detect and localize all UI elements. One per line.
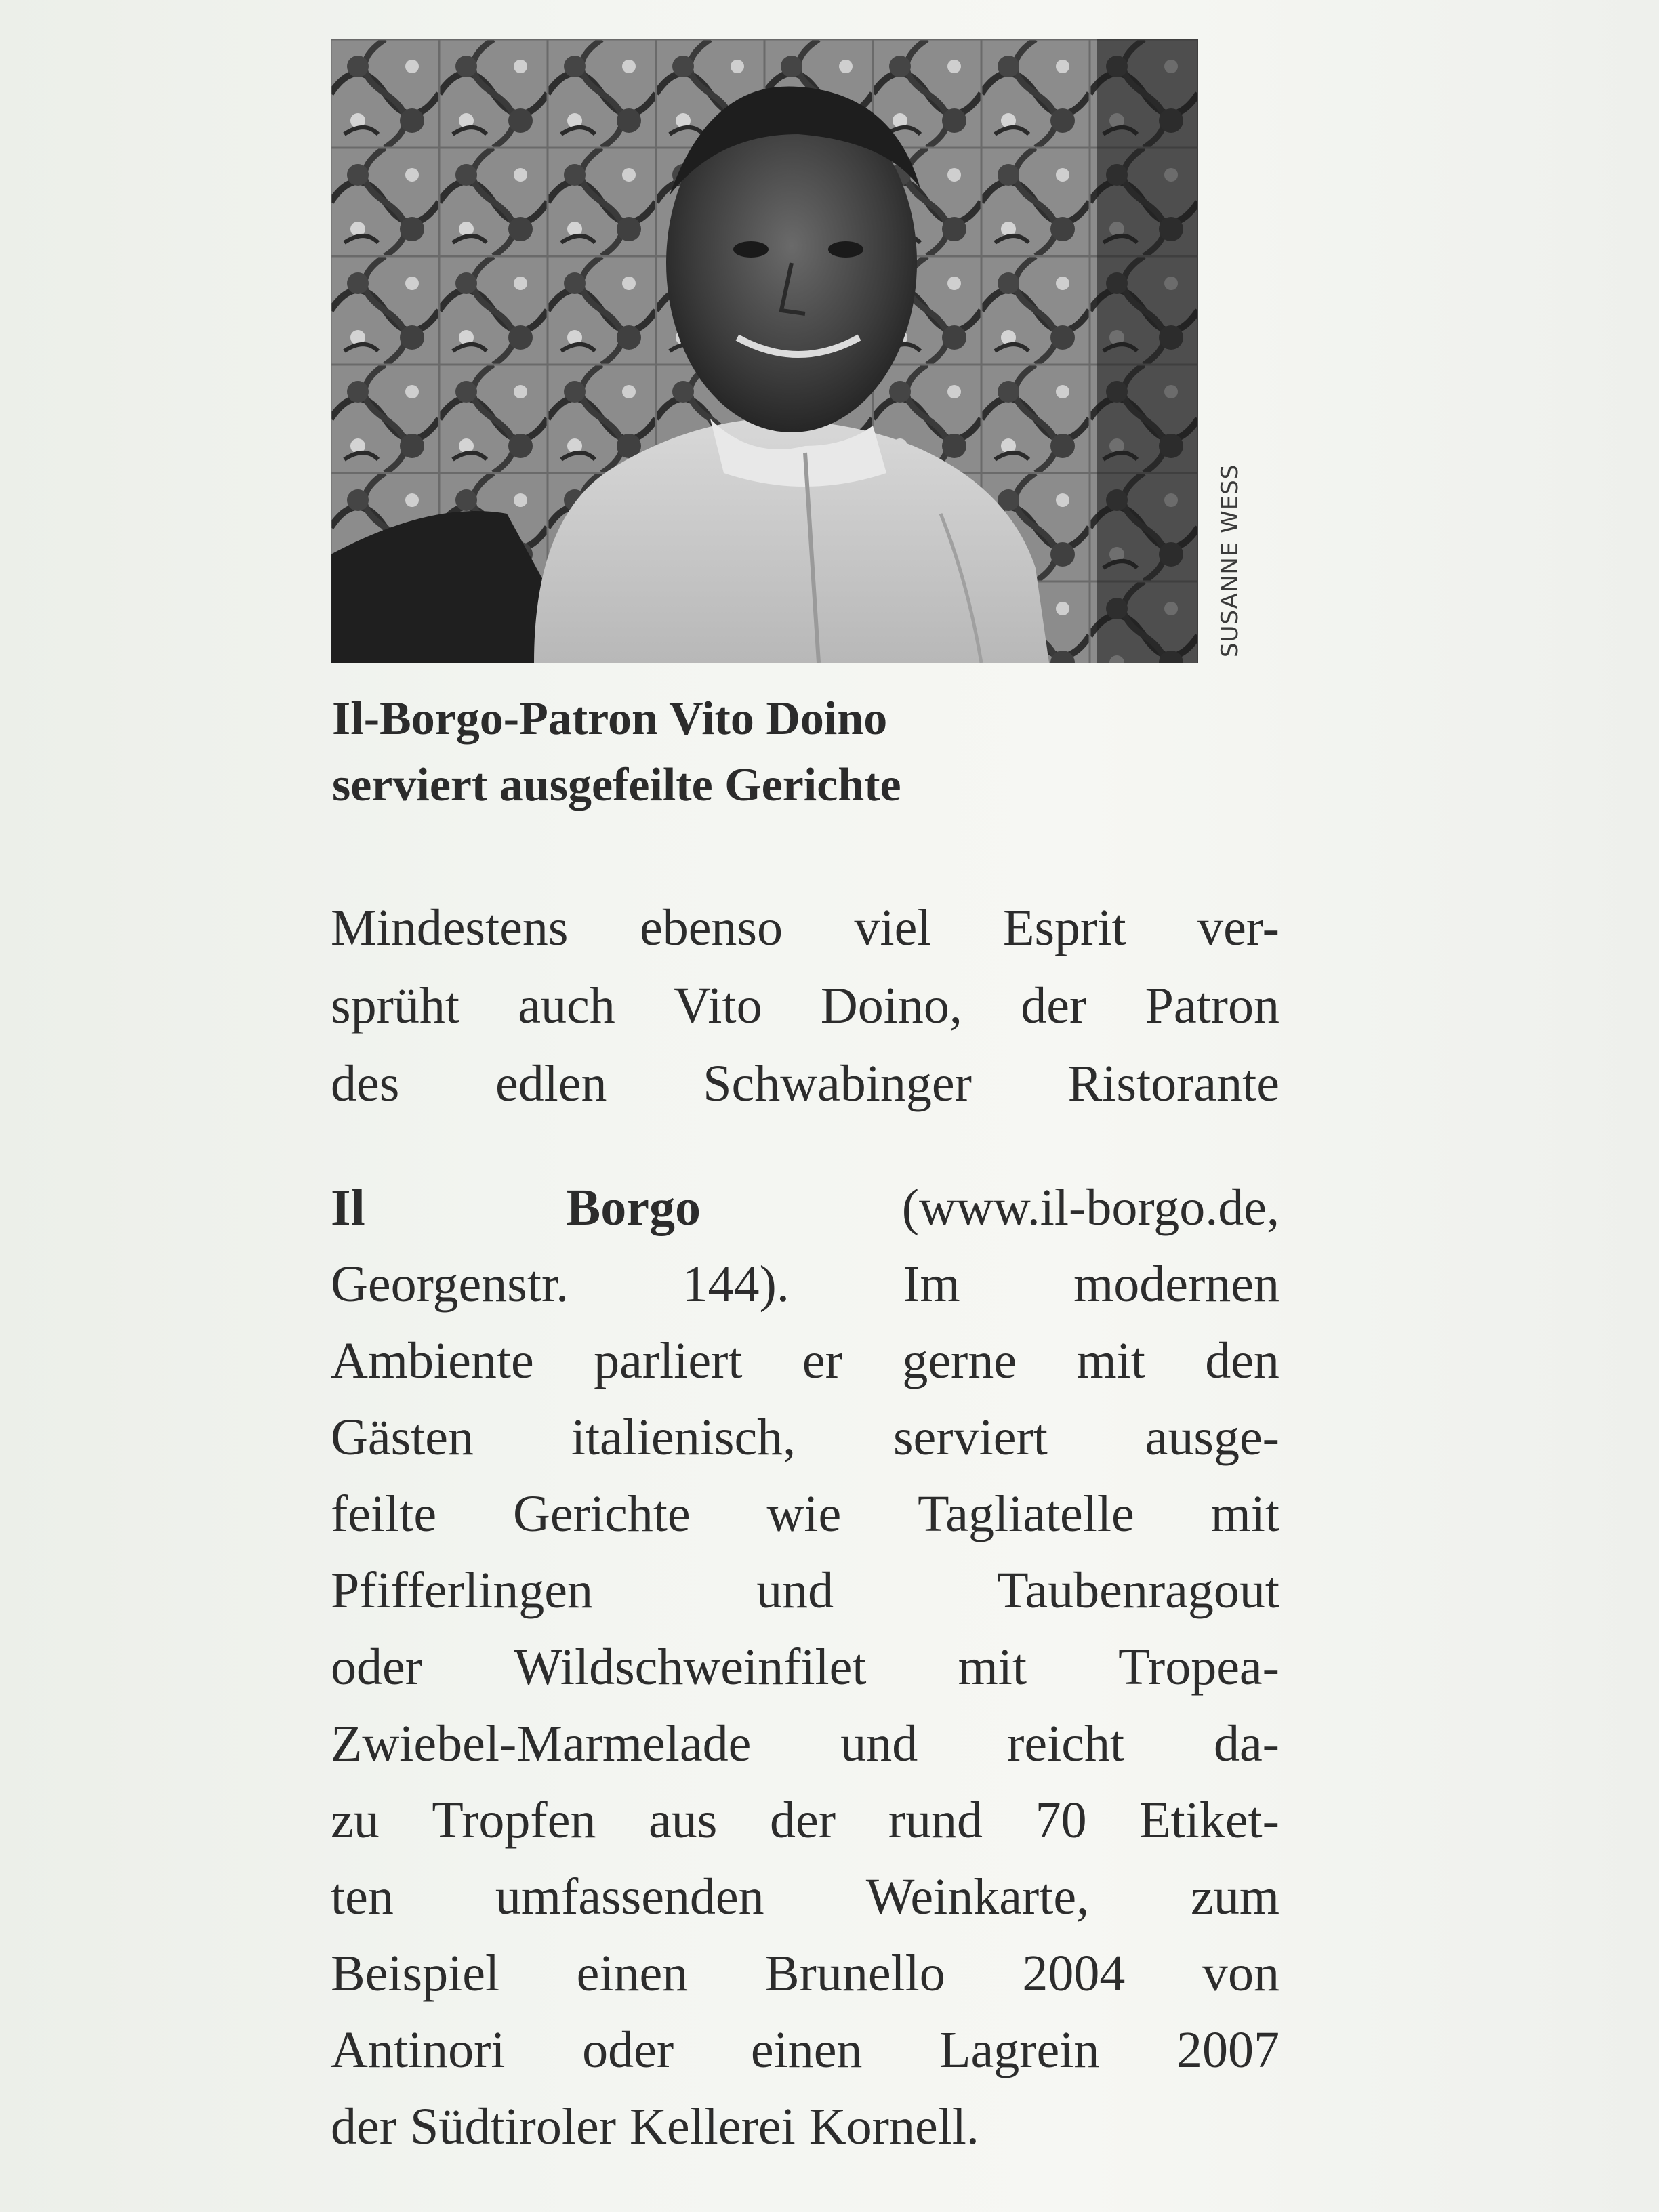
word: Vito bbox=[674, 977, 762, 1034]
word: Schwabinger bbox=[703, 1055, 972, 1112]
word: Im bbox=[903, 1256, 960, 1313]
word: Pfifferlingen bbox=[331, 1562, 593, 1619]
word: da- bbox=[1213, 1715, 1279, 1772]
word: des bbox=[331, 1055, 400, 1112]
word: von bbox=[1202, 1945, 1279, 2002]
word: auch bbox=[518, 977, 615, 1034]
word: der bbox=[331, 2098, 397, 2155]
word: italienisch, bbox=[571, 1409, 796, 1466]
word: Kornell. bbox=[808, 2098, 979, 2155]
word: Tropfen bbox=[432, 1792, 596, 1849]
text-line bbox=[331, 1706, 1279, 1782]
word: zum bbox=[1191, 1868, 1279, 1925]
word: (www.il-borgo.de, bbox=[901, 1179, 1279, 1236]
word: ten bbox=[331, 1868, 394, 1925]
text-line bbox=[331, 1476, 1279, 1553]
word: einen bbox=[750, 2022, 863, 2078]
word: Gerichte bbox=[513, 1486, 691, 1542]
word: parliert bbox=[594, 1332, 743, 1389]
word: Weinkarte, bbox=[865, 1868, 1090, 1925]
word: edlen bbox=[495, 1055, 607, 1112]
word: Zwiebel-Marmelade bbox=[331, 1715, 752, 1772]
word: Borgo bbox=[566, 1179, 701, 1236]
chef-photo bbox=[331, 39, 1198, 663]
word: oder bbox=[582, 2022, 674, 2078]
caption-line: serviert ausgefeilte Gerichte bbox=[332, 759, 901, 811]
word: zu bbox=[331, 1792, 380, 1849]
word: und bbox=[840, 1715, 918, 1772]
word: Mindestens bbox=[331, 899, 569, 956]
word: rund bbox=[888, 1792, 983, 1849]
word: Patron bbox=[1145, 977, 1279, 1034]
word: Brunello bbox=[764, 1945, 945, 2002]
word: Esprit bbox=[1003, 899, 1126, 956]
word: Lagrein bbox=[939, 2022, 1100, 2078]
word: Ristorante bbox=[1067, 1055, 1279, 1112]
word: ver- bbox=[1197, 899, 1279, 956]
word: feilte bbox=[331, 1486, 437, 1542]
word: Antinori bbox=[331, 2022, 506, 2078]
word: ausge- bbox=[1145, 1409, 1279, 1466]
word: mit bbox=[1076, 1332, 1145, 1389]
word: oder bbox=[331, 1639, 423, 1696]
word: Georgenstr. bbox=[331, 1256, 569, 1313]
text-line bbox=[331, 1859, 1279, 1936]
article-paragraph-2 bbox=[331, 1170, 1279, 2165]
word: Etiket- bbox=[1139, 1792, 1279, 1849]
word: aus bbox=[649, 1792, 718, 1849]
text-line bbox=[331, 2012, 1279, 2089]
word: Tagliatelle bbox=[918, 1486, 1134, 1542]
word: mit bbox=[1210, 1486, 1279, 1542]
word: modernen bbox=[1073, 1256, 1279, 1313]
photo-credit: SUSANNE WESS bbox=[1216, 464, 1244, 657]
word: er bbox=[802, 1332, 842, 1389]
text-line bbox=[331, 1936, 1279, 2012]
word: Doino, bbox=[820, 977, 962, 1034]
word: gerne bbox=[902, 1332, 1017, 1389]
word: Il bbox=[331, 1179, 365, 1236]
word: reicht bbox=[1007, 1715, 1125, 1772]
word: Wildschweinfilet bbox=[514, 1639, 867, 1696]
word: der bbox=[769, 1792, 836, 1849]
text-line bbox=[331, 2089, 1279, 2165]
word: Kellerei bbox=[630, 2098, 796, 2155]
word: Tropea- bbox=[1118, 1639, 1279, 1696]
word: den bbox=[1205, 1332, 1279, 1389]
word: Gästen bbox=[331, 1409, 474, 1466]
word: ebenso bbox=[639, 899, 783, 956]
text-line bbox=[331, 1629, 1279, 1706]
word: Ambiente bbox=[331, 1332, 534, 1389]
word: 2007 bbox=[1176, 2022, 1279, 2078]
word: wie bbox=[766, 1486, 842, 1542]
text-line bbox=[331, 1323, 1279, 1399]
text-line bbox=[331, 1246, 1279, 1323]
word: 70 bbox=[1035, 1792, 1087, 1849]
text-line bbox=[331, 1399, 1279, 1476]
word: sprüht bbox=[331, 977, 459, 1034]
text-line bbox=[331, 889, 1279, 967]
text-line bbox=[331, 1553, 1279, 1629]
text-line bbox=[331, 967, 1279, 1045]
word: viel bbox=[854, 899, 932, 956]
word: umfassenden bbox=[495, 1868, 764, 1925]
text-line bbox=[331, 1045, 1279, 1123]
word: serviert bbox=[893, 1409, 1048, 1466]
word: mit bbox=[958, 1639, 1027, 1696]
word: Taubenragout bbox=[997, 1562, 1279, 1619]
word: 144). bbox=[682, 1256, 790, 1313]
word: einen bbox=[576, 1945, 689, 2002]
text-line bbox=[331, 1170, 1279, 1246]
word: Beispiel bbox=[331, 1945, 500, 2002]
chef-portrait-image bbox=[331, 39, 1198, 663]
article-paragraph-1 bbox=[331, 889, 1279, 1123]
photo-caption bbox=[332, 686, 1213, 819]
word: 2004 bbox=[1022, 1945, 1126, 2002]
caption-line: Il-Borgo-Patron Vito Doino bbox=[332, 693, 888, 745]
word: und bbox=[756, 1562, 834, 1619]
word: der bbox=[1021, 977, 1087, 1034]
text-line bbox=[331, 1782, 1279, 1859]
word: Südtiroler bbox=[410, 2098, 617, 2155]
